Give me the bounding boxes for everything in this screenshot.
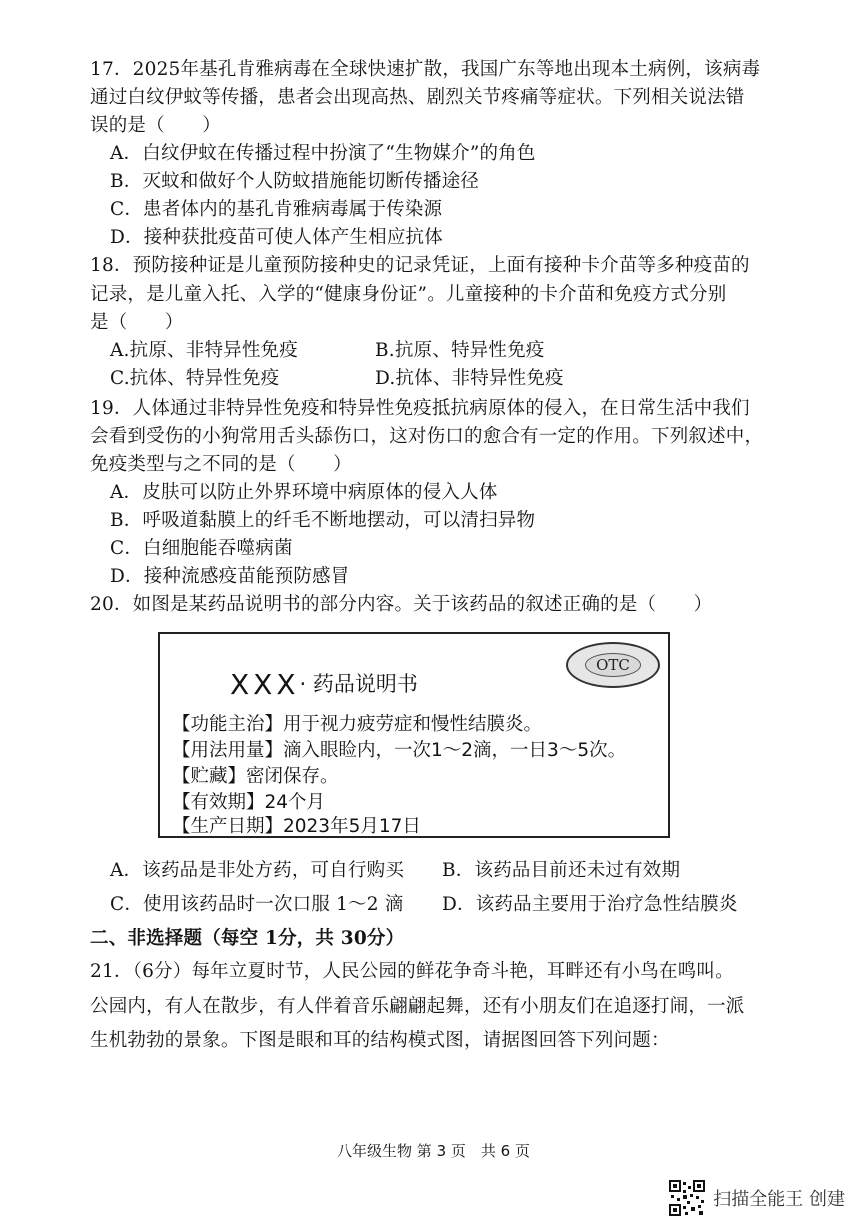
q21-stem-line1: 21．（6分）每年立夏时节，人民公园的鲜花争奇斗艳，耳畔还有小鸟在鸣叫。 xyxy=(90,961,734,982)
q19-option-b: B．呼吸道黏膜上的纤毛不断地摆动，可以清扫异物 xyxy=(110,510,536,531)
q18-stem-line2: 记录，是儿童入托、入学的“健康身份证”。儿童接种的卡介苗和免疫方式分别 xyxy=(90,284,727,305)
label-production-date: 【生产日期】2023年5月17日 xyxy=(172,816,421,837)
q21-stem-line3: 生机勃勃的景象。下图是眼和耳的结构模式图，请据图回答下列问题： xyxy=(90,1030,670,1051)
q20-option-b: B．该药品目前还未过有效期 xyxy=(442,860,681,881)
q18-option-c: C.抗体、特异性免疫 xyxy=(110,368,280,389)
medicine-label-title: XXX· 药品说明书 xyxy=(230,668,418,701)
otc-badge-text: OTC xyxy=(585,653,641,677)
q17-option-c: C．患者体内的基孔肯雅病毒属于传染源 xyxy=(110,199,443,220)
q18-option-a: A.抗原、非特异性免疫 xyxy=(110,340,298,361)
label-dosage: 【用法用量】滴入眼睑内，一次1～2滴，一日3～5次。 xyxy=(172,740,627,761)
q19-stem-line2: 会看到受伤的小狗常用舌头舔伤口，这对伤口的愈合有一定的作用。下列叙述中， xyxy=(90,426,764,447)
q17-stem-line2: 通过白纹伊蚊等传播，患者会出现高热、剧烈关节疼痛等症状。下列相关说法错 xyxy=(90,87,745,108)
section-two-heading: 二、非选择题（每空 1分，共 30分） xyxy=(90,928,405,949)
q17-stem-line3: 误的是（ ） xyxy=(90,115,221,136)
q20-option-c: C．使用该药品时一次口服 1～2 滴 xyxy=(110,894,404,915)
q21-stem-line2: 公园内，有人在散步，有人伴着音乐翩翩起舞，还有小朋友们在追逐打闹，一派 xyxy=(90,996,745,1017)
medicine-label-heading: 药品说明书 xyxy=(312,672,418,696)
q20-option-d: D．该药品主要用于治疗急性结膜炎 xyxy=(442,894,738,915)
scanner-watermark xyxy=(669,1180,845,1216)
label-indications: 【功能主治】用于视力疲劳症和慢性结膜炎。 xyxy=(172,714,543,735)
q20-stem: 20．如图是某药品说明书的部分内容。关于该药品的叙述正确的是（ ） xyxy=(90,594,713,615)
medicine-label-figure xyxy=(158,632,670,838)
label-shelf-life: 【有效期】24个月 xyxy=(172,792,326,813)
q17-option-d: D．接种获批疫苗可使人体产生相应抗体 xyxy=(110,227,443,248)
label-storage: 【贮藏】密闭保存。 xyxy=(172,766,339,787)
q17-stem-line1: 17．2025年基孔肯雅病毒在全球快速扩散，我国广东等地出现本土病例，该病毒 xyxy=(90,59,761,80)
q19-stem-line1: 19．人体通过非特异性免疫和特异性免疫抵抗病原体的侵入，在日常生活中我们 xyxy=(90,398,750,419)
page-footer: 八年级生物 第 3 页 共 6 页 xyxy=(337,1142,530,1160)
q17-option-a: A．白纹伊蚊在传播过程中扮演了“生物媒介”的角色 xyxy=(110,143,536,164)
q18-option-b: B.抗原、特异性免疫 xyxy=(375,340,545,361)
q18-stem-line1: 18．预防接种证是儿童预防接种史的记录凭证，上面有接种卡介苗等多种疫苗的 xyxy=(90,255,750,276)
q19-option-c: C．白细胞能吞噬病菌 xyxy=(110,538,293,559)
q17-option-b: B．灭蚊和做好个人防蚊措施能切断传播途径 xyxy=(110,171,480,192)
qr-code-icon xyxy=(669,1180,705,1216)
scanner-watermark-text: 扫描全能王 创建 xyxy=(713,1189,845,1210)
q20-option-a: A．该药品是非处方药，可自行购买 xyxy=(110,860,405,881)
q19-option-a: A．皮肤可以防止外界环境中病原体的侵入人体 xyxy=(110,482,498,503)
otc-badge xyxy=(566,642,660,688)
medicine-name-placeholder: XXX xyxy=(230,668,300,701)
q18-stem-line3: 是（ ） xyxy=(90,312,184,333)
q19-option-d: D．接种流感疫苗能预防感冒 xyxy=(110,566,350,587)
q19-stem-line3: 免疫类型与之不同的是（ ） xyxy=(90,454,352,475)
q18-option-d: D.抗体、非特异性免疫 xyxy=(375,368,564,389)
